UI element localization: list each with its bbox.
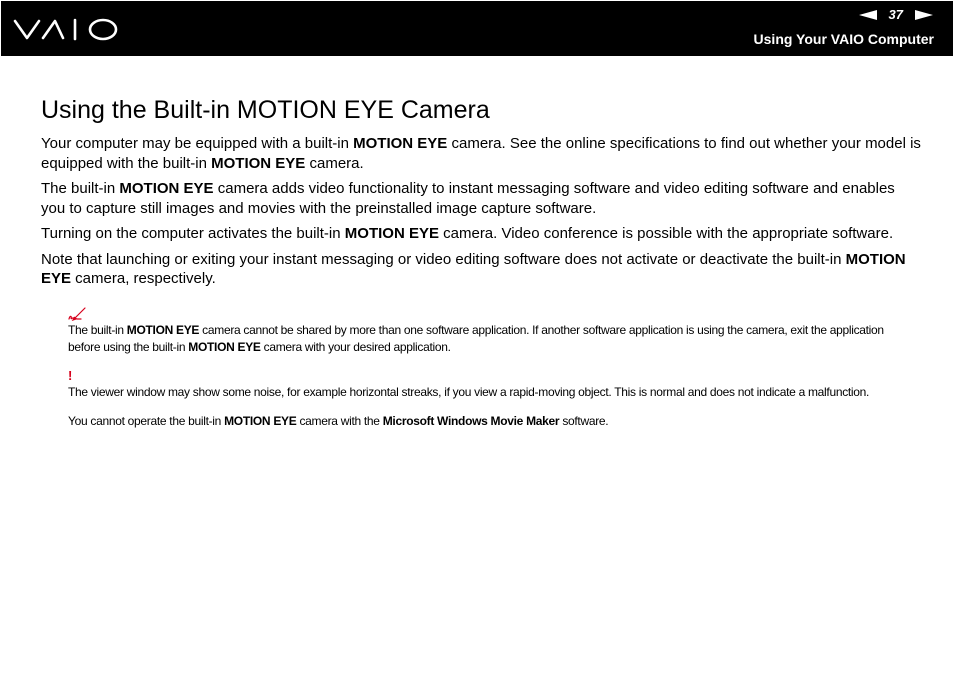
paragraph-3: Turning on the computer activates the built-in MOTION EYE camera. Video conference is possible with the appropriate software.	[41, 225, 894, 242]
note-pencil-icon	[68, 307, 88, 321]
paragraph-1: Your computer may be equipped with a built-in MOTION EYE camera. See the online specifications to find out whether your model is equipped with the built-in MOTION EYE camera.	[41, 135, 921, 172]
page-navigation	[859, 7, 933, 22]
warning-text-1: The viewer window may show some noise, for example horizontal streaks, if you view a rapid-moving object. This is normal and does not indicate a malfunction.	[68, 384, 870, 399]
header-bar	[1, 1, 953, 56]
main-content	[41, 96, 921, 443]
paragraph-4: Note that launching or exiting your instant messaging or video editing software does not activate or deactivate the built-in MOTION EYE camera, respectively.	[41, 250, 906, 287]
page-title: Using the Built-in MOTION EYE Camera	[41, 96, 490, 124]
paragraph-2: The built-in MOTION EYE camera adds video functionality to instant messaging software and video editing software and enables you to capture still images and movies with the preinstalled image capture software.	[41, 180, 895, 217]
warning-exclamation-icon: !	[68, 367, 73, 383]
section-title: Using Your VAIO Computer	[753, 31, 934, 47]
note-text: The built-in MOTION EYE camera cannot be shared by more than one software application. If another software application is using the camera, exit the application before using the built-in MOTION EYE camera with your desired application.	[68, 322, 884, 354]
previous-page-arrow-icon[interactable]	[859, 10, 877, 20]
vaio-logo-icon	[13, 15, 121, 43]
warning-text-2: You cannot operate the built-in MOTION EYE camera with the Microsoft Windows Movie Maker software.	[68, 414, 609, 428]
vaio-logo[interactable]	[13, 15, 121, 48]
warning-block	[68, 369, 914, 431]
next-page-arrow-icon[interactable]	[915, 10, 933, 20]
note-block	[68, 307, 914, 357]
notes-section	[68, 307, 914, 431]
page-number: 37	[888, 7, 903, 22]
